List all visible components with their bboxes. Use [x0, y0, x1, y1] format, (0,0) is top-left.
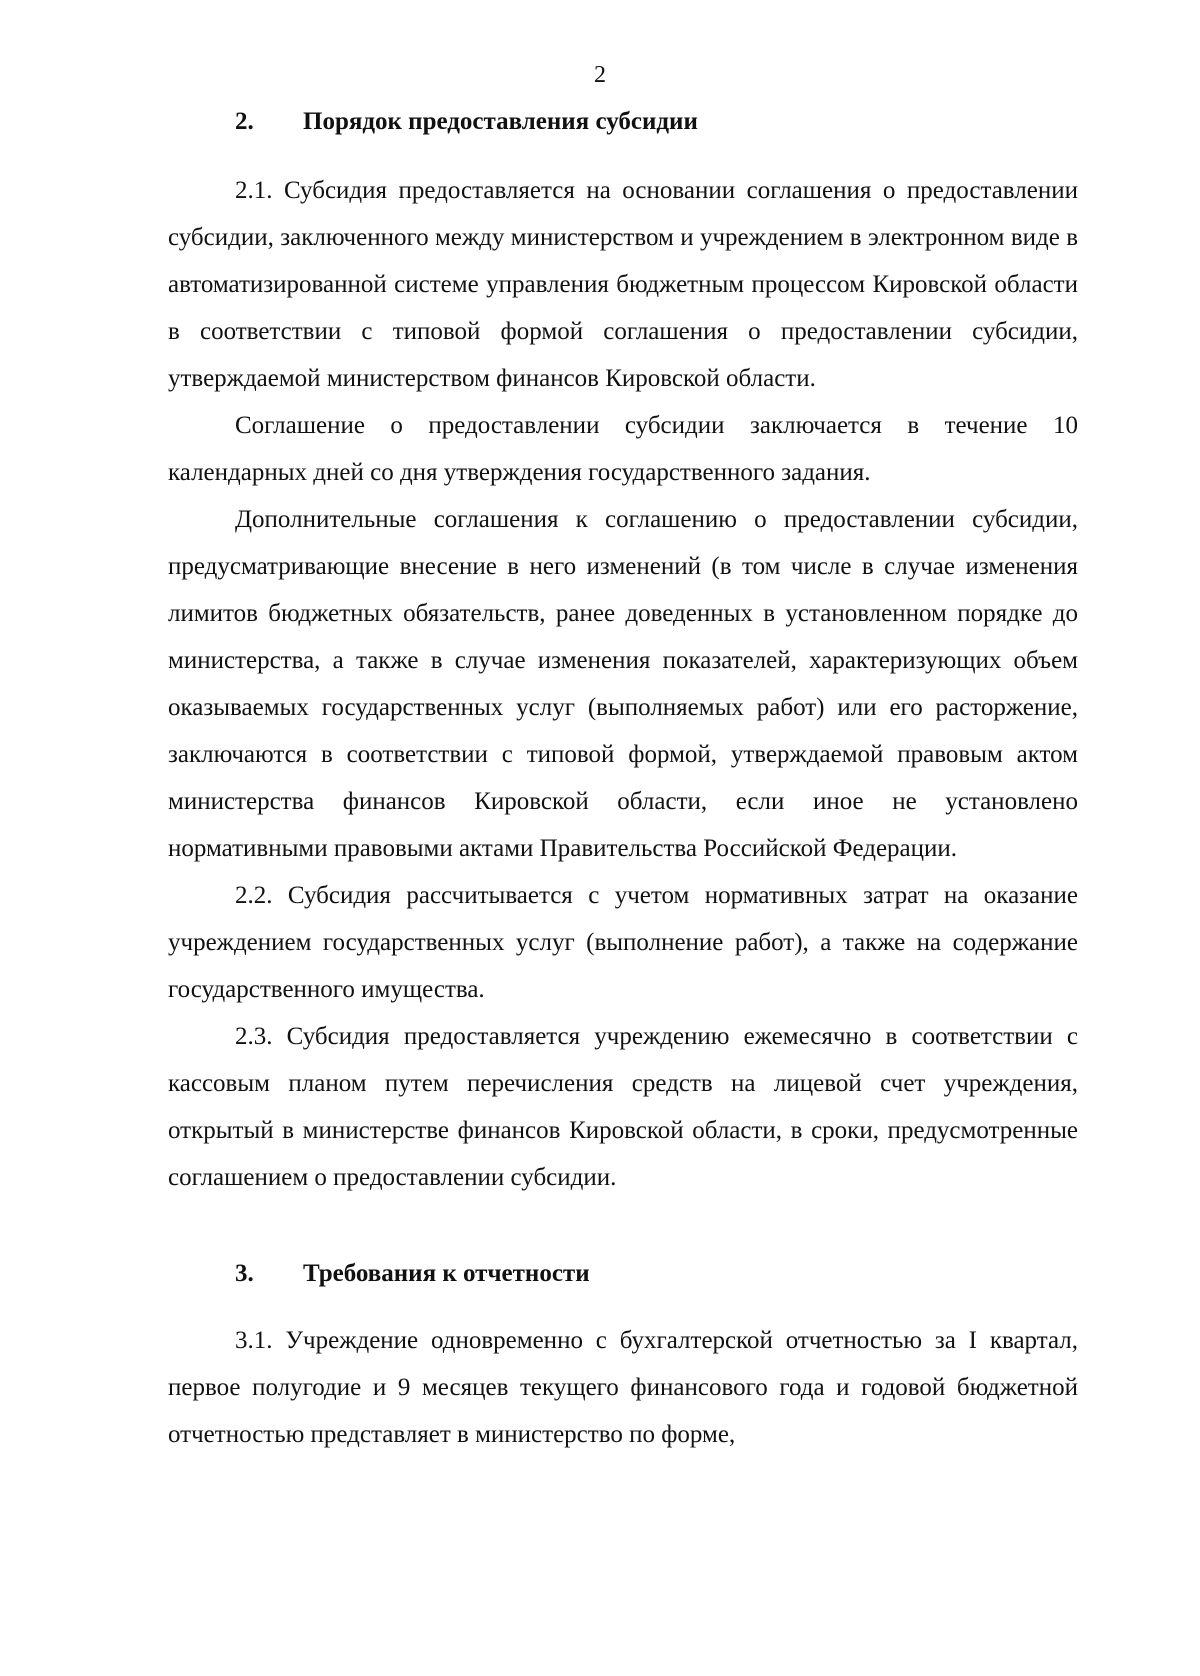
paragraph-2-2: 2.2. Субсидия рассчитывается с учетом нормативных затрат на оказание учреждением государственных услуг (выполнение работ), а также на содержание государственного имущества. [168, 882, 1078, 1003]
paragraph-3-1: 3.1. Учреждение одновременно с бухгалтерской отчетностью за I квартал, первое полугодие и 9 месяцев текущего финансового года и годовой бюджетной отчетностью представляет в министерство по форме, [168, 1327, 1078, 1448]
paragraph-agreement-term: Соглашение о предоставлении субсидии заключается в течение 10 календарных дней со дня утверждения государственного задания. [168, 412, 1078, 486]
page-number: 2 [594, 62, 606, 88]
document-body [168, 100, 1078, 1458]
section-3-heading [168, 1259, 1078, 1289]
section-2-number: 2. [235, 108, 254, 135]
section-3-number: 3. [235, 1260, 254, 1287]
section-2-title: Порядок предоставления субсидии [303, 108, 698, 135]
paragraph-2-1: 2.1. Субсидия предоставляется на основании соглашения о предоставлении субсидии, заключенного между министерством и учреждением в электронном виде в автоматизированной системе управления бюджетным процессом Кировской области в соответствии с типовой формой соглашения о предоставлении субсидии, утверждаемой министерством финансов Кировской области. [168, 177, 1078, 392]
section-3-title: Требования к отчетности [303, 1260, 590, 1287]
section-2-heading [168, 107, 1078, 137]
paragraph-2-3: 2.3. Субсидия предоставляется учреждению ежемесячно в соответствии с кассовым планом путем перечисления средств на лицевой счет учреждения, открытый в министерстве финансов Кировской области, в сроки, предусмотренные соглашением о предоставлении субсидии. [168, 1023, 1078, 1191]
paragraph-additional-agreements: Дополнительные соглашения к соглашению о предоставлении субсидии, предусматривающие внесение в него изменений (в том числе в случае изменения лимитов бюджетных обязательств, ранее доведенных в установленном порядке до министерства, а также в случае изменения показателей, характеризующих объем оказываемых государственных услуг (выполняемых работ) или его расторжение, заключаются в соответствии с типовой формой, утверждаемой правовым актом министерства финансов Кировской области, если иное не установлено нормативными правовыми актами Правительства Российской Федерации. [168, 506, 1078, 862]
